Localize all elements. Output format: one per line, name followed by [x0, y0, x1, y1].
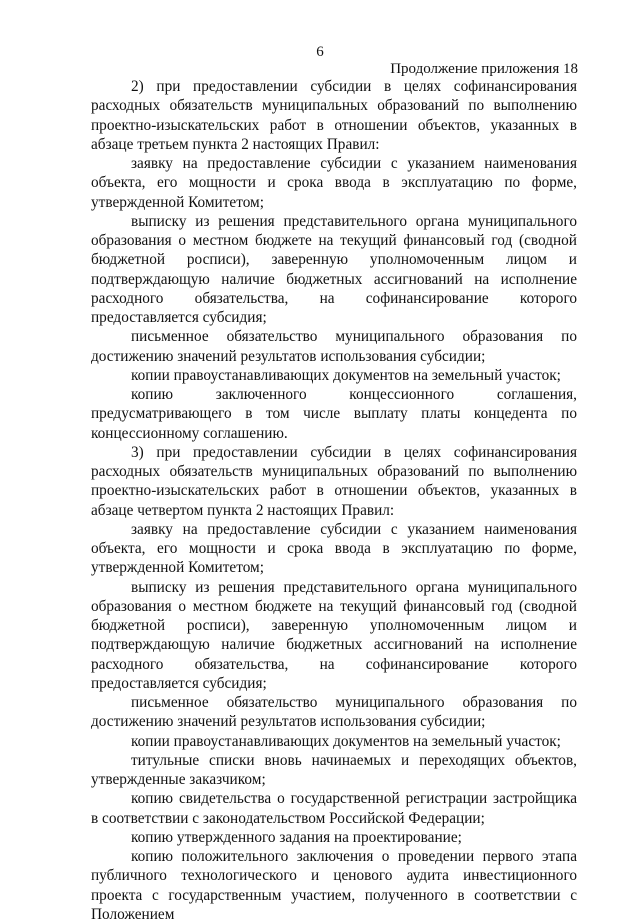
paragraph-budget-extract: выписку из решения представительного органа муниципального образования о местном бюджете на текущий финансовый год (сводной бюджетной росписи), заверенную уполномоченным лицом и подтверждающую наличие бюджетных ассигнований на исполнение расходного обязательства, на софинансирование которого предоставляется субсидия; [91, 212, 577, 326]
paragraph-title-lists: титульные списки вновь начинаемых и переходящих объектов, утвержденные заказчиком; [91, 751, 577, 788]
paragraph-item-2-intro: 2) при предоставлении субсидии в целях софинансирования расходных обязательств муниципальных образований по выполнению проектно-изыскательских работ в отношении объектов, указанных в абзаце третьем пункта 2 настоящих Правил: [91, 78, 577, 153]
paragraph-budget-extract: выписку из решения представительного органа муниципального образования о местном бюджете на текущий финансовый год (сводной бюджетной росписи), заверенную уполномоченным лицом и подтверждающую наличие бюджетных ассигнований на исполнение расходного обязательства, на софинансирование которого предоставляется субсидия; [91, 578, 577, 692]
paragraph-concession-agreement: копию заключенного концессионного соглашения, предусматривающего в том числе выплату платы концедента по концессионному соглашению. [91, 386, 577, 442]
paragraph-application-request: заявку на предоставление субсидии с указанием наименования объекта, его мощности и срока ввода в эксплуатацию по форме, утвержденной Комитетом; [91, 520, 577, 577]
paragraph-audit-conclusion: копию положительного заключения о проведении первого этапа публичного технологического и ценового аудита инвестиционного проекта с государственным участием, полученного в соответствии с Положением [91, 848, 577, 923]
paragraph-design-assignment: копию утвержденного задания на проектирование; [131, 828, 462, 846]
paragraph-land-documents: копии правоустанавливающих документов на земельный участок; [131, 366, 561, 384]
document-body [91, 77, 577, 924]
page-number: 6 [316, 44, 324, 60]
paragraph-application-request: заявку на предоставление субсидии с указанием наименования объекта, его мощности и срока ввода в эксплуатацию по форме, утвержденной Комитетом; [91, 155, 577, 211]
paragraph-developer-certificate: копию свидетельства о государственной регистрации застройщика в соответствии с законодательством Российской Федерации; [91, 790, 577, 827]
appendix-continuation-label: Продолжение приложения 18 [390, 61, 578, 77]
paragraph-item-3-intro: 3) при предоставлении субсидии в целях софинансирования расходных обязательств муниципальных образований по выполнению проектно-изыскательских работ в отношении объектов, указанных в абзаце четвертом пункта 2 настоящих Правил: [91, 443, 577, 519]
paragraph-written-obligation: письменное обязательство муниципального образования по достижению значений результатов использования субсидии; [91, 694, 577, 731]
paragraph-written-obligation: письменное обязательство муниципального образования по достижению значений результатов использования субсидии; [91, 328, 577, 365]
paragraph-land-documents: копии правоустанавливающих документов на земельный участок; [131, 732, 561, 750]
